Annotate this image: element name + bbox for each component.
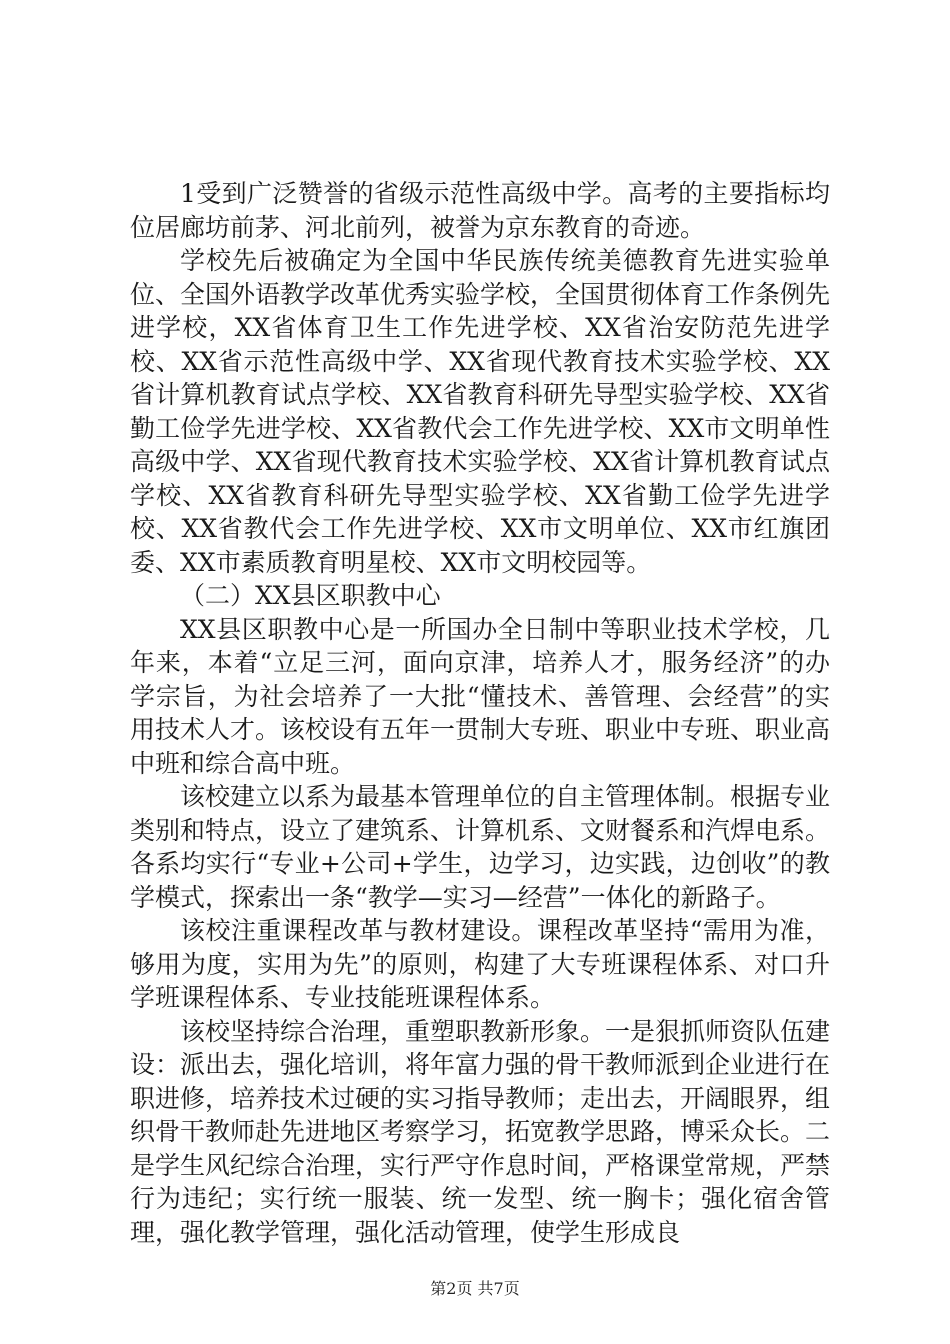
paragraph-school-praise: 1受到广泛赞誉的省级示范性高级中学。高考的主要指标均位居廊坊前茅、河北前列，被誉为京东教育的奇迹。 (130, 179, 830, 242)
paragraph-vocational-intro: XX县区职教中心是一所国办全日制中等职业技术学校，几年来，本着“立足三河，面向京津，培养人才，服务经济”的办学宗旨，为社会培养了一大批“懂技术、善管理、会经营”的实用技术人才。该校设有五年一贯制大专班、职业中专班、职业高中班和综合高中班。 (130, 614, 831, 778)
document-body (130, 177, 830, 1249)
paragraph-comprehensive-governance: 该校坚持综合治理，重塑职教新形象。一是狠抓师资队伍建设：派出去，强化培训，将年富力强的骨干教师派到企业进行在职进修，培养技术过硬的实习指导教师；走出去，开阔眼界，组织骨干教师赴先进地区考察学习，拓宽教学思路，博采众长。二是学生风纪综合治理，实行严守作息时间，严格课堂常规，严禁行为违纪；实行统一服装、统一发型、统一胸卡；强化宿舍管理，强化教学管理，强化活动管理，使学生形成良 (130, 1016, 831, 1247)
paragraph-management-system: 该校建立以系为最基本管理单位的自主管理体制。根据专业类别和特点，设立了建筑系、计算机系、文财餐系和汽焊电系。各系均实行“专业+公司+学生，边学习，边实践，边创收”的教学模式，探索出一条“教学—实习—经营”一体化的新路子。 (130, 782, 831, 912)
paragraph-school-honors: 学校先后被确定为全国中华民族传统美德教育先进实验单位、全国外语教学改革优秀实验学校，全国贯彻体育工作条例先进学校，XX省体育卫生工作先进学校、XX省治安防范先进学校、XX省示范性高级中学、XX省现代教育技术实验学校、XX省计算机教育试点学校、XX省教育科研先导型实验学校、XX省勤工俭学先进学校、XX省教代会工作先进学校、XX市文明单性高级中学、XX省现代教育技术实验学校、XX省计算机教育试点学校、XX省教育科研先导型实验学校、XX省勤工俭学先进学校、XX省教代会工作先进学校、XX市文明单位、XX市红旗团委、XX市素质教育明星校、XX市文明校园等。 (130, 246, 831, 577)
page-number-footer: 第2页 共7页 (430, 1279, 520, 1298)
paragraph-curriculum-reform: 该校注重课程改革与教材建设。课程改革坚持“需用为准，够用为度，实用为先”的原则，构建了大专班课程体系、对口升学班课程体系、专业技能班课程体系。 (130, 916, 830, 1012)
section-heading-vocational-center: （二）XX县区职教中心 (180, 581, 441, 610)
